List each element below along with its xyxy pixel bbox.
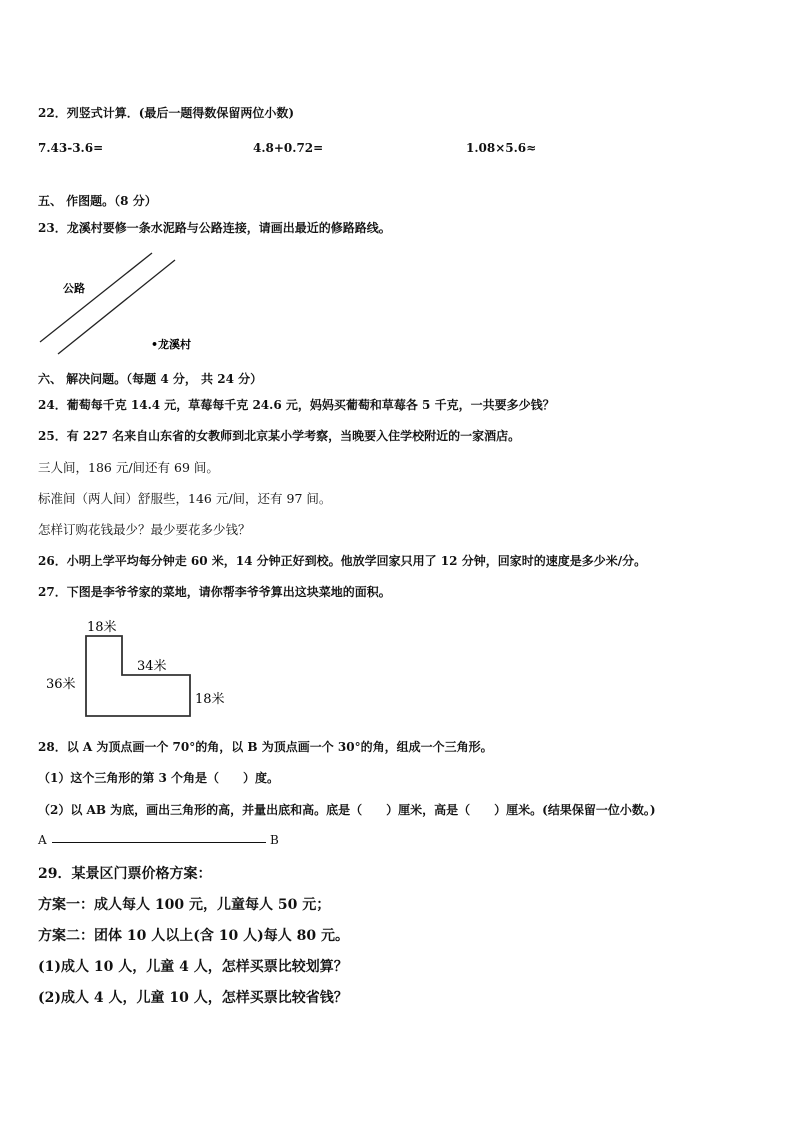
q24-text: 24．葡萄每千克 14.4 元，草莓每千克 24.6 元，妈妈买葡萄和草莓各 5 千克，一共要多少钱？ xyxy=(38,398,555,412)
q29-sub2: (2)成人 4 人，儿童 10 人，怎样买票比较省钱？ xyxy=(38,990,348,1006)
q29-plan1: 方案一：成人每人 100 元，儿童每人 50 元； xyxy=(38,897,331,913)
q22-title: 22．列竖式计算．(最后一题得数保留两位小数) xyxy=(38,106,295,120)
label-right: 18米 xyxy=(195,692,225,707)
q29-title: 29．某景区门票价格方案： xyxy=(38,866,212,882)
point-b-label: B xyxy=(270,833,279,847)
calc-expr-3: 1.08×5.6≈ xyxy=(466,141,537,155)
section5-heading: 五、 作图题。（8 分） xyxy=(38,194,157,208)
garden-shape xyxy=(86,636,190,716)
road-label: 公路 xyxy=(63,282,85,295)
road-figure xyxy=(30,245,230,360)
q29-plan2: 方案二：团体 10 人以上(含 10 人)每人 80 元。 xyxy=(38,928,349,944)
calc-expr-1: 7.43-3.6= xyxy=(38,141,104,155)
calc-expr-2: 4.8+0.72= xyxy=(253,141,324,155)
q29-sub1: (1)成人 10 人，儿童 4 人，怎样买票比较划算？ xyxy=(38,959,348,975)
label-inner: 34米 xyxy=(137,659,167,674)
label-left: 36米 xyxy=(46,677,76,692)
section6-heading: 六、 解决问题。（每题 4 分， 共 24 分） xyxy=(38,372,263,386)
q26-text: 26．小明上学平均每分钟走 60 米，14 分钟正好到校。他放学回家只用了 12 分钟，回家时的速度是多少米/分。 xyxy=(38,554,647,568)
garden-figure xyxy=(40,612,240,722)
q25-line2: 标准间（两人间）舒服些，146 元/间，还有 97 间。 xyxy=(38,491,332,506)
q28-sub1: （1）这个三角形的第 3 个角是（ ）度。 xyxy=(38,771,280,785)
village-label: •龙溪村 xyxy=(151,338,192,351)
q28-text: 28．以 A 为顶点画一个 70°的角，以 B 为顶点画一个 30°的角，组成一个三角形。 xyxy=(38,740,493,754)
q25-text: 25．有 227 名来自山东省的女教师到北京某小学考察，当晚要入住学校附近的一家酒店。 xyxy=(38,429,521,443)
point-a-label: A xyxy=(38,833,47,847)
q25-line1: 三人间，186 元/间还有 69 间。 xyxy=(38,460,219,475)
label-top: 18米 xyxy=(87,620,117,635)
q25-line3: 怎样订购花钱最少？最少要花多少钱？ xyxy=(38,522,251,537)
q23-text: 23．龙溪村要修一条水泥路与公路连接，请画出最近的修路路线。 xyxy=(38,221,391,235)
road-line-1 xyxy=(40,253,152,342)
q28-sub2: （2）以 AB 为底，画出三角形的高，并量出底和高。底是（ ）厘米，高是（ ）厘米。(结果保留一位小数。) xyxy=(38,803,656,817)
segment-ab xyxy=(52,842,266,843)
q27-text: 27．下图是李爷爷家的菜地，请你帮李爷爷算出这块菜地的面积。 xyxy=(38,585,391,599)
